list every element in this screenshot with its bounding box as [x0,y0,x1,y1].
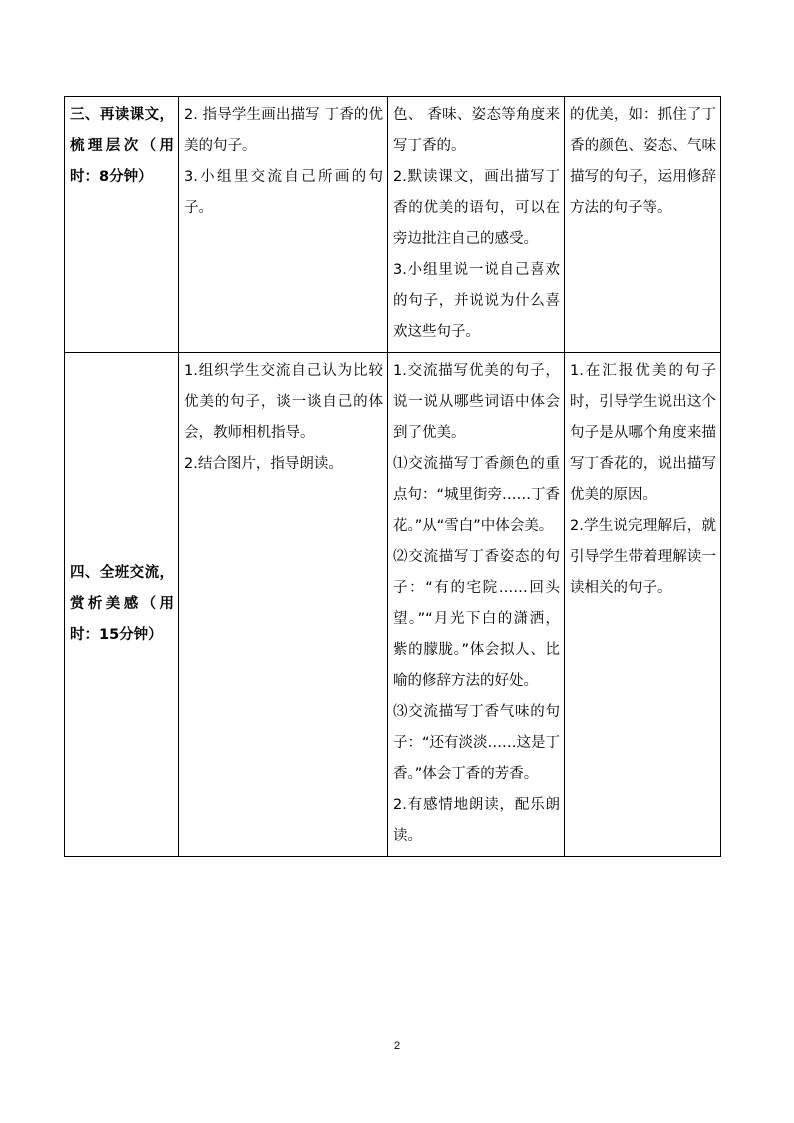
student-activity-text: ⑴交流描写丁香颜色的重点句：“城里街旁……丁香花。”从“雪白”中体会美。 [393,456,561,534]
teacher-activity-text: 1.组织学生交流自己认为比较优美的句子，谈一谈自己的体会，教师相机指导。 [184,363,383,441]
stage-cell: 三、再读课文，梳理层次（用时：8分钟） [65,97,179,353]
stage-cell: 四、全班交流，赏析美感（用时：15分钟） [65,353,179,857]
notes-cell [565,97,721,353]
teacher-activity-text: 3.小组里交流自己所画的句子。 [184,169,383,216]
notes-cell [565,353,721,857]
lesson-plan-table [64,96,721,857]
teacher-activity-text: 2.结合图片，指导朗读。 [184,456,343,472]
student-activity-text: 3.小组里说一说自己喜欢的句子，并说说为什么喜欢这些句子。 [393,262,560,340]
notes-text: 的优美，如：抓住了丁香的颜色、姿态、气味描写的句子，运用修辞方法的句子等。 [570,107,716,216]
teacher-activity-cell [179,97,388,353]
student-activity-text: 2.默读课文，画出描写丁香的优美的语句，可以在旁边批注自己的感受。 [393,169,560,247]
notes-text: 2.学生说完理解后，就引导学生带着理解读一读相关的句子。 [570,518,716,596]
teacher-activity-text: 2. 指导学生画出描写 丁香的优美的句子。 [184,107,383,154]
student-activity-text: ⑶交流描写丁香气味的句子：“还有淡淡……这是丁香。”体会丁香的芳香。 [393,704,561,782]
student-activity-text: ⑵交流描写丁香姿态的句子：“有的宅院……回头望。”“月光下白的潇洒，紫的朦胧。”体会拟人、比喻的修辞方法的好处。 [393,549,560,689]
student-activity-cell [388,97,565,353]
student-activity-cell [388,353,565,857]
table-row [65,97,721,353]
student-activity-text: 色、 香味、姿态等角度来写丁香的。 [393,107,560,154]
page-number: 2 [393,1040,401,1052]
student-activity-text: 1.交流描写优美的句子，说一说从哪些词语中体会到了优美。 [393,363,560,441]
teacher-activity-cell [179,353,388,857]
student-activity-text: 2.有感情地朗读，配乐朗读。 [393,797,560,844]
notes-text: 1.在汇报优美的句子时，引导学生说出这个句子是从哪个角度来描写丁香花的，说出描写优美的原因。 [570,363,716,503]
table-row [65,353,721,857]
